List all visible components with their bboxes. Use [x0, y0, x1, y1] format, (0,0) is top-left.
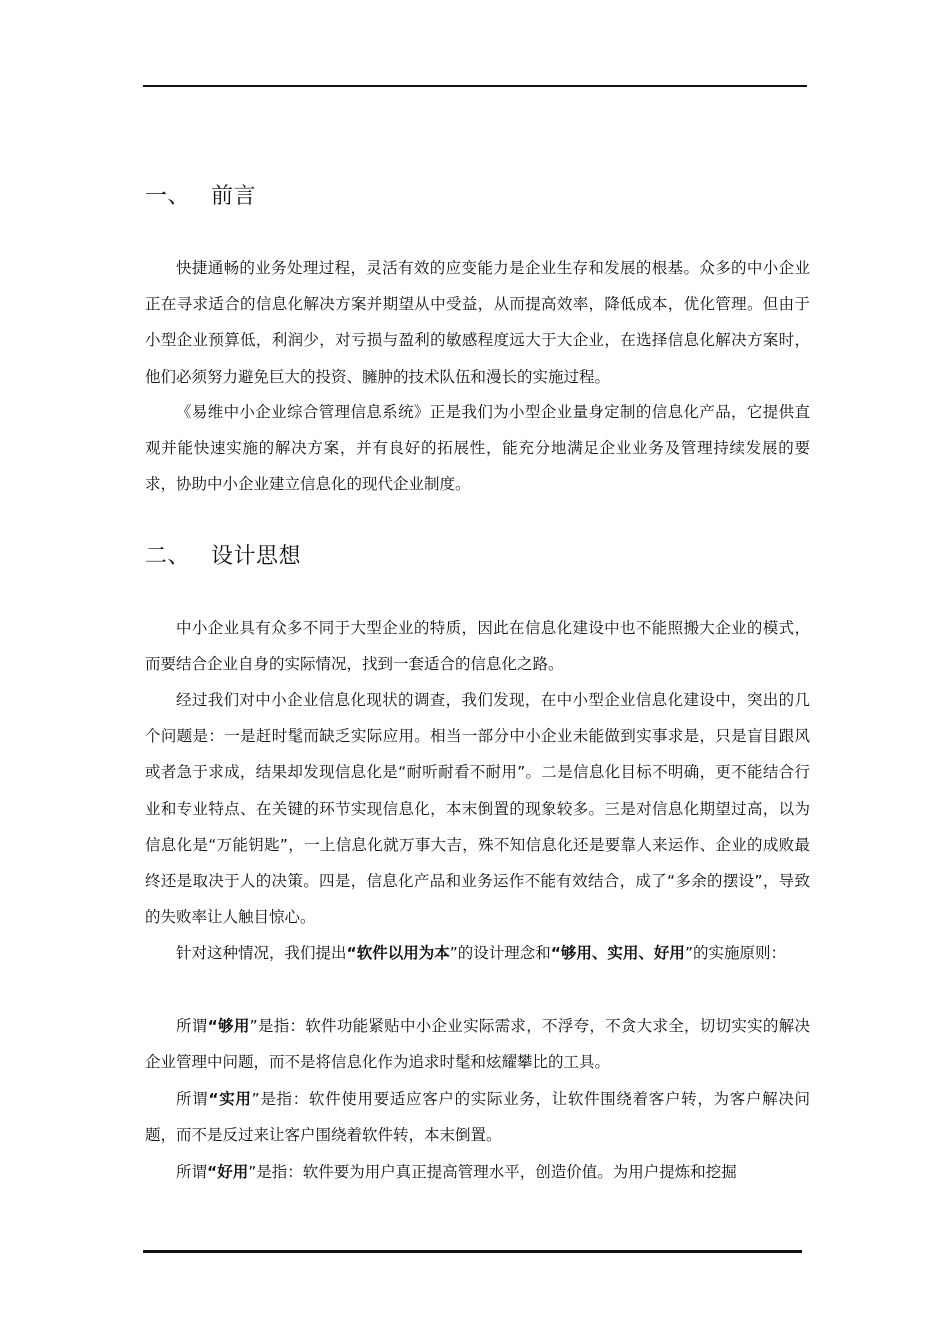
section-title: 设计思想 [211, 544, 302, 569]
design-paragraph-enough [145, 1008, 810, 1080]
text-run: ”是指：软件使用要适应客户的实际业务，让软件围绕着客户转，为客户解决问题，而不是反过来让客户围绕着软件转，本末倒置。 [145, 1090, 810, 1145]
preface-paragraph-1: 快捷通畅的业务处理过程，灵活有效的应变能力是企业生存和发展的根基。众多的中小企业正在寻求适合的信息化解决方案并期望从中受益，从而提高效率，降低成本，优化管理。但由于小型企业预算低，利润少，对亏损与盈利的敏感程度远大于大企业，在选择信息化解决方案时，他们必须努力避免巨大的投资、臃肿的技术队伍和漫长的实施过程。 [145, 259, 810, 386]
bold-term-software-principle: “软件以用为本 [346, 944, 450, 962]
section-number: 一、 [145, 184, 191, 209]
section-heading-design [145, 542, 301, 572]
text-run: ”的实施原则： [684, 944, 786, 962]
text-run: 所谓 [176, 1163, 208, 1181]
header-rule [143, 85, 807, 87]
design-paragraph-practical [145, 1081, 810, 1153]
text-run: 针对这种情况，我们提出 [176, 944, 347, 962]
bold-term-practical: “实用 [208, 1090, 252, 1108]
section-heading-preface [145, 182, 256, 212]
footer-rule [143, 1250, 802, 1253]
text-run: 所谓 [176, 1090, 209, 1108]
design-paragraph-easy [145, 1154, 810, 1190]
design-paragraph-1: 中小企业具有众多不同于大型企业的特质，因此在信息化建设中也不能照搬大企业的模式，而要结合企业自身的实际情况，找到一套适合的信息化之路。 [145, 619, 810, 674]
section-title: 前言 [211, 184, 257, 209]
text-run: ”是指：软件要为用户真正提高管理水平，创造价值。为用户提炼和挖掘 [248, 1163, 737, 1181]
bold-term-easy: “好用 [207, 1163, 249, 1181]
text-run: ”是指：软件功能紧贴中小企业实际需求，不浮夸，不贪大求全，切切实实的解决企业管理中问题，而不是将信息化作为追求时髦和炫耀攀比的工具。 [145, 1017, 810, 1072]
text-run: 所谓 [176, 1017, 208, 1035]
text-run: ”的设计理念和 [449, 944, 551, 962]
design-paragraph-2: 经过我们对中小企业信息化现状的调查，我们发现，在中小型企业信息化建设中，突出的几个问题是：一是赶时髦而缺乏实际应用。相当一部分中小企业未能做到实事求是，只是盲目跟风或者急于求成，结果却发现信息化是“耐听耐看不耐用”。二是信息化目标不明确，更不能结合行业和专业特点、在关键的环节实现信息化，本末倒置的现象较多。三是对信息化期望过高，以为信息化是“万能钥匙”，一上信息化就万事大吉，殊不知信息化还是要靠人来运作、企业的成败最终还是取决于人的决策。四是，信息化产品和业务运作不能有效结合，成了“多余的摆设”，导致的失败率让人触目惊心。 [145, 691, 810, 927]
section-number: 二、 [145, 544, 191, 569]
design-paragraph-3 [145, 935, 810, 971]
bold-term-enough: “够用 [207, 1017, 250, 1035]
bold-term-implementation-principle: “够用、实用、好用 [550, 944, 685, 962]
preface-paragraph-2: 《易维中小企业综合管理信息系统》正是我们为小型企业量身定制的信息化产品，它提供直观并能快速实施的解决方案，并有良好的拓展性，能充分地满足企业业务及管理持续发展的要求，协助中小企业建立信息化的现代企业制度。 [145, 403, 810, 494]
